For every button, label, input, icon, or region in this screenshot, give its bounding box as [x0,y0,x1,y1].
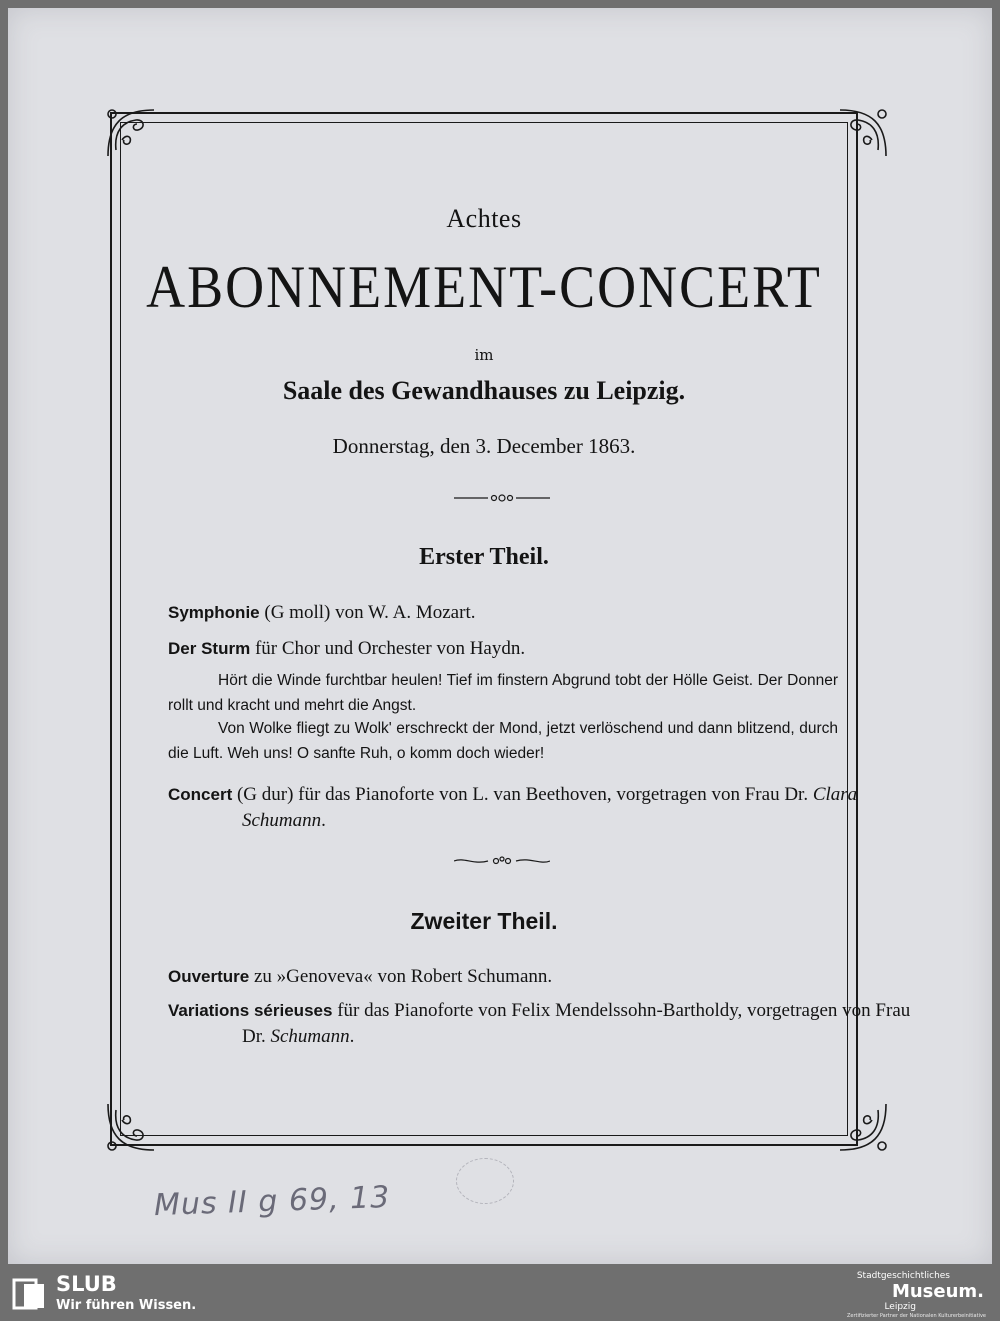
museum-city: Leipzig [884,1302,916,1312]
corner-ornament-top-right [834,104,892,162]
page-title: ABONNEMENT-CONCERT [146,253,822,321]
document-page [8,8,992,1264]
program-item-sturm [168,636,838,662]
slub-logo-icon [12,1276,48,1312]
program-item-concert: Concert (G dur) für das Pianoforte von L. van Beethoven, vorgetragen von Frau Dr. Clara Schumann. [168,784,858,831]
program-item-ouverture [168,964,838,990]
part2-heading: Zweiter Theil. [410,908,558,934]
piece-details: (G moll) von W. A. Mozart. [259,602,476,623]
venue: Saale des Gewandhauses zu Leipzig. [282,376,686,405]
concert-date: Donnerstag, den 3. December 1863. [332,434,636,458]
piece-details: für Chor und Orchester von Haydn. [250,638,526,659]
part1-heading: Erster Theil. [419,544,549,570]
lyrics-paragraph [168,716,838,766]
piece-title: Ouverture [168,967,250,986]
library-stamp-icon [456,1158,514,1204]
program-item-symphonie [168,600,838,626]
performer-name: Clara Schumann [242,784,858,831]
piece-title: Concert [168,785,233,804]
footer-bar [0,1264,1000,1321]
lyrics-paragraph [168,668,838,718]
divider-ornament-icon [454,492,550,504]
piece-details: zu »Genoveva« von Robert Schumann. [249,966,553,987]
library-tagline: Wir führen Wissen. [56,1298,197,1313]
concert-number: Achtes [446,204,522,233]
program-item-variations: Variations sérieuses für das Pianoforte von Felix Mendelssohn-Bartholdy, vorgetragen von Frau Dr. Schumann. [168,1000,911,1047]
library-name: SLUB [56,1272,117,1296]
lyrics-text: Von Wolke fliegt zu Wolk' erschreckt der Mond, jetzt verlöschend und dann blitzend, durch die Luft. Weh uns! O sanfte Ruh, o komm doch wieder! [168,720,838,762]
lyrics-text: Hört die Winde furchtbar heulen! Tief im finstern Abgrund tobt der Hölle Geist. Der Donner rollt und kracht und mehrt die Angst. [168,672,838,714]
museum-name: Museum. [891,1281,984,1302]
divider-ornament-icon [454,855,550,867]
program-content [128,128,911,1128]
piece-title: Variations sérieuses [168,1001,333,1020]
corner-ornament-bottom-right [834,1098,892,1156]
piece-title: Der Sturm [168,639,251,658]
museum-certificate: Zertifizierter Partner der Nationalen Kulturerbeinitiative [847,1313,986,1319]
piece-details: für das Pianoforte von Felix Mendelssohn-Bartholdy, vorgetragen von Frau Dr. [242,1000,911,1047]
piece-title: Symphonie [168,603,260,622]
piece-details: (G dur) für das Pianoforte von L. van Beethoven, vorgetragen von Frau Dr. [232,784,813,805]
preposition-im: im [474,346,494,364]
performer-name: Schumann [270,1026,350,1047]
handwritten-shelfmark: Mus II g 69, 13 [153,1179,391,1224]
museum-prefix: Stadtgeschichtliches [856,1271,950,1281]
